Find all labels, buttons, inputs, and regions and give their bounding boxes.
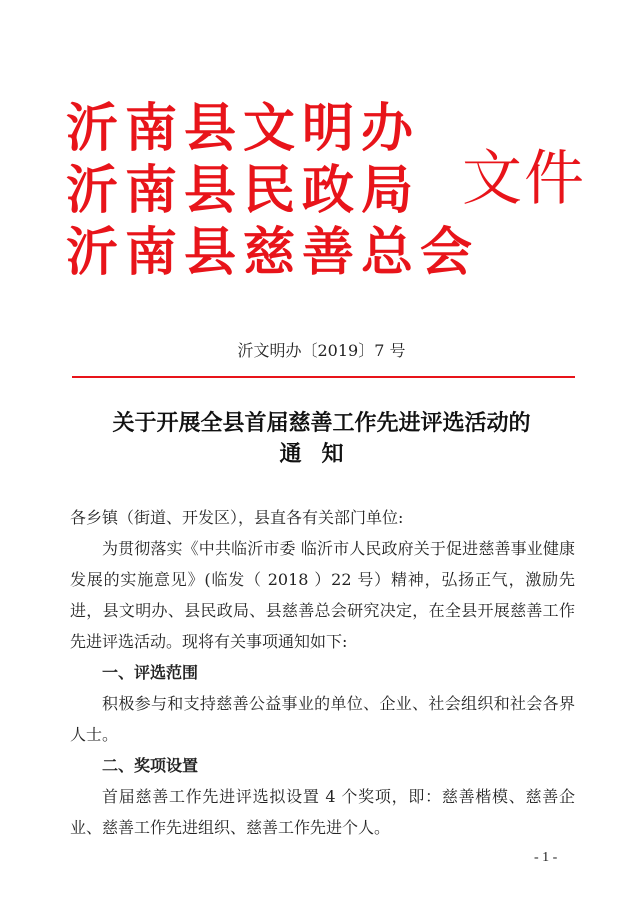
document-title-line-1: 关于开展全县首届慈善工作先进评选活动的 — [112, 410, 531, 436]
section-2-paragraph: 首届慈善工作先进评选拟设置 4 个奖项，即：慈善楷模、慈善企业、慈善工作先进组织、慈善工作先进个人。 — [70, 787, 575, 837]
intro-paragraph: 为贯彻落实《中共临沂市委 临沂市人民政府关于促进慈善事业健康发展的实施意见》(临发（ 2018 ）22 号）精神，弘扬正气，激励先进，县文明办、县民政局、县慈善总会研究决定，在全县开展慈善工作先进评选活动。现将有关事项通知如下: — [70, 539, 575, 651]
section-2-heading: 二、奖项设置 — [102, 756, 199, 775]
issuer-line-1: 沂南县文明办 — [66, 98, 421, 159]
section-1-heading: 一、评选范围 — [102, 663, 199, 682]
salutation: 各乡镇（街道、开发区），县直各有关部门单位: — [70, 508, 404, 527]
section-1-paragraph: 积极参与和支持慈善公益事业的单位、企业、社会组织和社会各界人士。 — [70, 694, 575, 744]
document-body — [70, 502, 575, 843]
document-type-label: 文件 — [462, 144, 586, 214]
page-number: - 1 - — [534, 850, 558, 865]
document-number: 沂文明办〔2019〕7 号 — [237, 341, 406, 360]
red-divider — [72, 376, 575, 378]
document-title-line-2: 通知 — [279, 441, 364, 467]
issuer-line-3: 沂南县慈善总会 — [66, 222, 480, 283]
issuer-line-2: 沂南县民政局 — [66, 160, 421, 221]
